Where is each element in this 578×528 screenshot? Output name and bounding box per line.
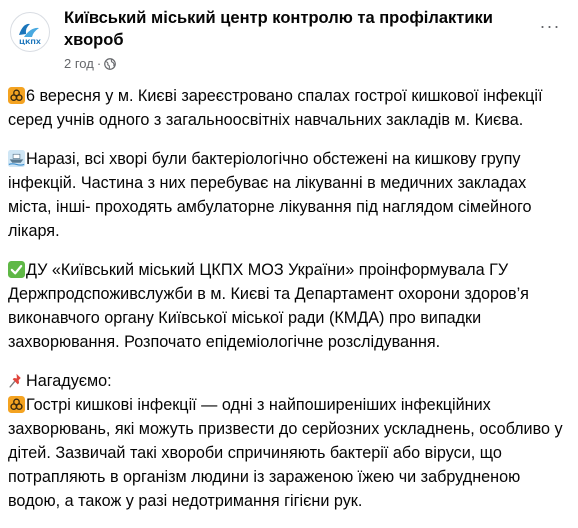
post-meta: 2 год ·	[64, 56, 116, 72]
paragraph-text: Наразі, всі хворі були бактеріологічно обстежені на кишкову групу інфекцій. Частина з них перебуває на лікуванні в медичних закладах міста, інші- проходять амбулаторне лікування під наглядом сімейного лікаря.	[8, 150, 532, 240]
post-paragraph	[8, 369, 570, 393]
biohazard-icon	[8, 396, 25, 413]
paragraph-text: Гострі кишкові інфекції — одні з найпоширеніших інфекційних захворювань, які можуть призвести до серйозних ускладнень, особливо у дітей. Зазвичай такі хвороби спричиняють бактерії або віруси, що потрапляють в організм людини із зараженою їжею чи забрудненою водою, а також у разі недотримання гігієни рук.	[8, 396, 563, 510]
avatar[interactable]	[10, 12, 50, 52]
post-paragraph	[8, 84, 570, 132]
biohazard-icon	[8, 87, 25, 104]
post-paragraph	[8, 393, 570, 513]
globe-icon[interactable]	[104, 58, 116, 70]
pushpin-icon	[8, 372, 25, 389]
ship-icon	[8, 150, 25, 167]
paragraph-text: Нагадуємо:	[26, 372, 112, 390]
paragraph-text: 6 вересня у м. Києві зареєстровано спалах гострої кишкової інфекції серед учнів одного з загальноосвітніх навчальних закладів м. Києва.	[8, 87, 543, 129]
logo-icon	[11, 13, 49, 51]
avatar-text: ЦКПХ	[19, 38, 41, 46]
post-paragraph	[8, 147, 570, 243]
checkmark-icon	[8, 261, 25, 278]
post-time[interactable]: 2 год	[64, 56, 94, 71]
page-name[interactable]: Київський міський центр контролю та профілактики хвороб	[64, 9, 493, 49]
post-paragraph	[8, 258, 570, 354]
paragraph-text: ДУ «Київський міський ЦКПХ МОЗ України» проінформувала ГУ Держпродспоживслужби в м. Києві та Департамент охорони здоров’я виконавчого органу Київської міської ради (КМДА) про випадки захворювання. Розпочато епідеміологічне розслідування.	[8, 261, 529, 351]
more-options-icon[interactable]: ···	[539, 15, 561, 36]
post-header	[0, 0, 578, 80]
post-content	[8, 84, 570, 528]
